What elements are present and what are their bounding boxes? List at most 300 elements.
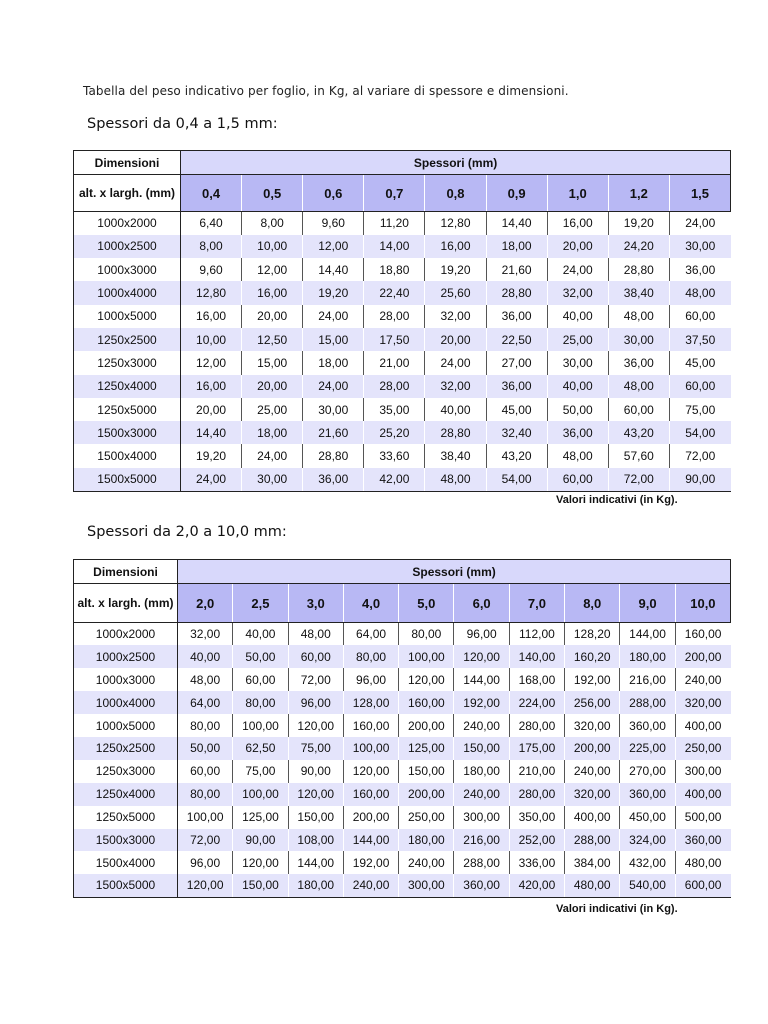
dimension-cell: 1000x5000 xyxy=(74,714,178,737)
weight-cell: 120,00 xyxy=(288,714,343,737)
weight-cell: 14,40 xyxy=(303,258,364,281)
weight-cell: 24,00 xyxy=(547,258,608,281)
weight-cell: 288,00 xyxy=(565,829,620,852)
weight-cell: 90,00 xyxy=(233,829,288,852)
weight-cell: 500,00 xyxy=(675,806,730,829)
weight-cell: 400,00 xyxy=(675,714,730,737)
weight-cell: 60,00 xyxy=(547,468,608,491)
weight-cell: 30,00 xyxy=(669,235,730,258)
weight-cell: 168,00 xyxy=(509,668,564,691)
weight-cell: 64,00 xyxy=(178,691,233,714)
weight-cell: 100,00 xyxy=(233,714,288,737)
weight-cell: 6,40 xyxy=(181,212,242,235)
weight-cell: 12,00 xyxy=(242,258,303,281)
weight-cell: 120,00 xyxy=(233,851,288,874)
weight-cell: 420,00 xyxy=(509,874,564,897)
weight-cell: 40,00 xyxy=(547,305,608,328)
weight-cell: 28,80 xyxy=(608,258,669,281)
weight-cell: 200,00 xyxy=(343,806,398,829)
weight-cell: 280,00 xyxy=(509,714,564,737)
weight-cell: 450,00 xyxy=(620,806,675,829)
weight-cell: 150,00 xyxy=(233,874,288,897)
weight-cell: 48,00 xyxy=(608,305,669,328)
weight-cell: 35,00 xyxy=(364,398,425,421)
header-height-width: alt. x largh. (mm) xyxy=(74,584,178,623)
weight-cell: 60,00 xyxy=(233,668,288,691)
weight-cell: 80,00 xyxy=(343,645,398,668)
weight-cell: 18,00 xyxy=(303,351,364,374)
weight-cell: 480,00 xyxy=(675,851,730,874)
weight-cell: 160,00 xyxy=(399,691,454,714)
weight-cell: 28,80 xyxy=(303,444,364,467)
weight-cell: 108,00 xyxy=(288,829,343,852)
weight-cell: 43,20 xyxy=(486,444,547,467)
weight-cell: 25,60 xyxy=(425,281,486,304)
dimension-cell: 1250x4000 xyxy=(74,375,181,398)
weight-cell: 200,00 xyxy=(565,737,620,760)
thickness-header: 5,0 xyxy=(399,584,454,623)
weight-cell: 400,00 xyxy=(675,783,730,806)
weight-cell: 11,20 xyxy=(364,212,425,235)
table-row xyxy=(74,212,731,235)
weight-cell: 80,00 xyxy=(399,623,454,646)
weight-cell: 60,00 xyxy=(288,645,343,668)
weight-cell: 160,00 xyxy=(343,714,398,737)
weight-cell: 28,00 xyxy=(364,305,425,328)
weight-cell: 30,00 xyxy=(547,351,608,374)
weight-cell: 33,60 xyxy=(364,444,425,467)
weight-cell: 400,00 xyxy=(565,806,620,829)
weight-cell: 20,00 xyxy=(242,305,303,328)
weight-cell: 32,00 xyxy=(425,305,486,328)
table-row xyxy=(74,783,731,806)
weight-cell: 144,00 xyxy=(454,668,509,691)
table-row xyxy=(74,874,731,897)
weight-cell: 24,00 xyxy=(303,305,364,328)
weight-cell: 240,00 xyxy=(343,874,398,897)
weight-cell: 48,00 xyxy=(608,375,669,398)
weight-cell: 50,00 xyxy=(178,737,233,760)
header-row xyxy=(74,560,731,584)
table-row xyxy=(74,668,731,691)
weight-cell: 100,00 xyxy=(343,737,398,760)
weight-cell: 19,20 xyxy=(303,281,364,304)
weight-cell: 42,00 xyxy=(364,468,425,491)
weight-cell: 36,00 xyxy=(303,468,364,491)
weight-cell: 250,00 xyxy=(399,806,454,829)
table-row xyxy=(74,737,731,760)
table-row xyxy=(74,444,731,467)
thickness-header: 0,5 xyxy=(242,175,303,212)
weight-cell: 16,00 xyxy=(181,305,242,328)
weight-cell: 336,00 xyxy=(509,851,564,874)
weight-cell: 100,00 xyxy=(233,783,288,806)
weight-cell: 224,00 xyxy=(509,691,564,714)
weight-cell: 8,00 xyxy=(242,212,303,235)
dimension-cell: 1000x3000 xyxy=(74,668,178,691)
weight-cell: 36,00 xyxy=(608,351,669,374)
weight-cell: 350,00 xyxy=(509,806,564,829)
dimension-cell: 1500x3000 xyxy=(74,829,178,852)
weight-cell: 16,00 xyxy=(181,375,242,398)
table-row xyxy=(74,851,731,874)
thickness-header: 4,0 xyxy=(343,584,398,623)
weight-cell: 96,00 xyxy=(454,623,509,646)
weight-cell: 15,00 xyxy=(242,351,303,374)
weight-cell: 120,00 xyxy=(343,760,398,783)
section-title-thin: Spessori da 0,4 a 1,5 mm: xyxy=(87,116,278,132)
weight-cell: 240,00 xyxy=(454,714,509,737)
weight-cell: 40,00 xyxy=(178,645,233,668)
weight-cell: 48,00 xyxy=(547,444,608,467)
weight-cell: 38,40 xyxy=(608,281,669,304)
weight-cell: 60,00 xyxy=(669,375,730,398)
table-row xyxy=(74,760,731,783)
dimension-cell: 1250x2500 xyxy=(74,328,181,351)
table-row xyxy=(74,714,731,737)
weight-cell: 45,00 xyxy=(669,351,730,374)
weight-cell: 320,00 xyxy=(675,691,730,714)
table-note-thick: Valori indicativi (in Kg). xyxy=(556,903,678,915)
weight-cell: 36,00 xyxy=(669,258,730,281)
weight-cell: 150,00 xyxy=(454,737,509,760)
weight-cell: 20,00 xyxy=(425,328,486,351)
weight-cell: 300,00 xyxy=(454,806,509,829)
weight-cell: 62,50 xyxy=(233,737,288,760)
intro-text: Tabella del peso indicativo per foglio, in Kg, al variare di spessore e dimensioni. xyxy=(83,84,569,98)
weight-cell: 288,00 xyxy=(454,851,509,874)
table-row xyxy=(74,806,731,829)
weight-cell: 40,00 xyxy=(547,375,608,398)
thickness-header: 0,6 xyxy=(303,175,364,212)
weight-cell: 125,00 xyxy=(399,737,454,760)
weight-cell: 192,00 xyxy=(343,851,398,874)
weight-cell: 50,00 xyxy=(547,398,608,421)
weight-cell: 96,00 xyxy=(343,668,398,691)
weight-cell: 120,00 xyxy=(178,874,233,897)
weight-cell: 75,00 xyxy=(669,398,730,421)
weight-cell: 16,00 xyxy=(547,212,608,235)
header-row xyxy=(74,151,731,175)
weight-cell: 250,00 xyxy=(675,737,730,760)
weight-cell: 28,80 xyxy=(425,421,486,444)
weight-cell: 240,00 xyxy=(565,760,620,783)
weight-cell: 36,00 xyxy=(486,305,547,328)
weight-cell: 21,00 xyxy=(364,351,425,374)
weight-cell: 90,00 xyxy=(669,468,730,491)
weight-cell: 60,00 xyxy=(608,398,669,421)
weight-cell: 40,00 xyxy=(425,398,486,421)
weight-cell: 210,00 xyxy=(509,760,564,783)
table-row xyxy=(74,305,731,328)
weight-cell: 480,00 xyxy=(565,874,620,897)
weight-cell: 15,00 xyxy=(303,328,364,351)
weight-cell: 20,00 xyxy=(242,375,303,398)
weight-cell: 18,00 xyxy=(242,421,303,444)
weight-cell: 200,00 xyxy=(399,783,454,806)
weight-cell: 16,00 xyxy=(425,235,486,258)
dimension-cell: 1000x2500 xyxy=(74,645,178,668)
weight-cell: 324,00 xyxy=(620,829,675,852)
weight-cell: 12,00 xyxy=(181,351,242,374)
weight-cell: 36,00 xyxy=(486,375,547,398)
weight-cell: 9,60 xyxy=(181,258,242,281)
weight-cell: 50,00 xyxy=(233,645,288,668)
dimension-cell: 1000x5000 xyxy=(74,305,181,328)
weight-cell: 144,00 xyxy=(620,623,675,646)
header-thickness: Spessori (mm) xyxy=(178,560,731,584)
weight-cell: 160,00 xyxy=(675,623,730,646)
dimension-cell: 1000x2500 xyxy=(74,235,181,258)
weight-cell: 150,00 xyxy=(288,806,343,829)
weight-cell: 25,20 xyxy=(364,421,425,444)
weight-cell: 12,00 xyxy=(303,235,364,258)
weight-cell: 540,00 xyxy=(620,874,675,897)
thickness-header: 7,0 xyxy=(509,584,564,623)
weight-cell: 17,50 xyxy=(364,328,425,351)
weight-cell: 80,00 xyxy=(233,691,288,714)
weight-cell: 12,80 xyxy=(181,281,242,304)
weight-cell: 48,00 xyxy=(178,668,233,691)
weight-cell: 240,00 xyxy=(454,783,509,806)
weight-cell: 300,00 xyxy=(675,760,730,783)
thickness-header: 3,0 xyxy=(288,584,343,623)
table-row xyxy=(74,351,731,374)
weight-cell: 24,00 xyxy=(669,212,730,235)
weight-cell: 24,00 xyxy=(242,444,303,467)
weight-cell: 14,40 xyxy=(486,212,547,235)
thickness-header: 9,0 xyxy=(620,584,675,623)
dimension-cell: 1250x3000 xyxy=(74,351,181,374)
weight-cell: 24,00 xyxy=(303,375,364,398)
weight-cell: 20,00 xyxy=(181,398,242,421)
weight-cell: 72,00 xyxy=(608,468,669,491)
table-row xyxy=(74,281,731,304)
dimension-cell: 1000x3000 xyxy=(74,258,181,281)
weight-cell: 60,00 xyxy=(178,760,233,783)
table-row xyxy=(74,258,731,281)
header-dimensions: Dimensioni xyxy=(74,560,178,584)
weight-cell: 128,20 xyxy=(565,623,620,646)
weight-cell: 80,00 xyxy=(178,783,233,806)
thickness-header: 0,7 xyxy=(364,175,425,212)
thickness-header: 0,4 xyxy=(181,175,242,212)
weight-cell: 180,00 xyxy=(620,645,675,668)
dimension-cell: 1250x5000 xyxy=(74,398,181,421)
weight-cell: 300,00 xyxy=(399,874,454,897)
weight-cell: 192,00 xyxy=(565,668,620,691)
weight-cell: 280,00 xyxy=(509,783,564,806)
weight-cell: 180,00 xyxy=(288,874,343,897)
weight-cell: 75,00 xyxy=(288,737,343,760)
weight-cell: 28,00 xyxy=(364,375,425,398)
dimension-cell: 1250x5000 xyxy=(74,806,178,829)
weight-cell: 384,00 xyxy=(565,851,620,874)
weight-cell: 200,00 xyxy=(675,645,730,668)
weight-cell: 270,00 xyxy=(620,760,675,783)
weight-cell: 60,00 xyxy=(669,305,730,328)
table-row xyxy=(74,421,731,444)
weight-cell: 72,00 xyxy=(288,668,343,691)
header-dimensions: Dimensioni xyxy=(74,151,181,175)
table-row xyxy=(74,398,731,421)
dimension-cell: 1250x3000 xyxy=(74,760,178,783)
weight-cell: 100,00 xyxy=(399,645,454,668)
weight-cell: 72,00 xyxy=(178,829,233,852)
weight-cell: 100,00 xyxy=(178,806,233,829)
weight-cell: 20,00 xyxy=(547,235,608,258)
thickness-header: 2,0 xyxy=(178,584,233,623)
table-row xyxy=(74,623,731,646)
thickness-header: 0,9 xyxy=(486,175,547,212)
weight-cell: 10,00 xyxy=(242,235,303,258)
weight-cell: 19,20 xyxy=(608,212,669,235)
weight-cell: 140,00 xyxy=(509,645,564,668)
weight-cell: 200,00 xyxy=(399,714,454,737)
weight-cell: 21,60 xyxy=(303,421,364,444)
table-row xyxy=(74,468,731,491)
weight-cell: 125,00 xyxy=(233,806,288,829)
dimension-cell: 1500x5000 xyxy=(74,468,181,491)
section-title-thick: Spessori da 2,0 a 10,0 mm: xyxy=(87,524,287,540)
weight-cell: 14,00 xyxy=(364,235,425,258)
header-row-values xyxy=(74,584,731,623)
dimension-cell: 1250x2500 xyxy=(74,737,178,760)
table-note-thin: Valori indicativi (in Kg). xyxy=(556,494,678,506)
weight-cell: 18,80 xyxy=(364,258,425,281)
weight-cell: 32,40 xyxy=(486,421,547,444)
weight-cell: 16,00 xyxy=(242,281,303,304)
thickness-header: 2,5 xyxy=(233,584,288,623)
table-row xyxy=(74,328,731,351)
weight-cell: 120,00 xyxy=(454,645,509,668)
weight-cell: 24,00 xyxy=(181,468,242,491)
weight-cell: 8,00 xyxy=(181,235,242,258)
weight-cell: 38,40 xyxy=(425,444,486,467)
weight-cell: 120,00 xyxy=(399,668,454,691)
weight-cell: 144,00 xyxy=(343,829,398,852)
weight-cell: 22,40 xyxy=(364,281,425,304)
weight-table-thick xyxy=(73,559,731,898)
weight-cell: 320,00 xyxy=(565,714,620,737)
weight-cell: 32,00 xyxy=(547,281,608,304)
weight-cell: 96,00 xyxy=(178,851,233,874)
weight-cell: 32,00 xyxy=(178,623,233,646)
weight-cell: 240,00 xyxy=(675,668,730,691)
weight-cell: 25,00 xyxy=(242,398,303,421)
weight-cell: 37,50 xyxy=(669,328,730,351)
weight-cell: 57,60 xyxy=(608,444,669,467)
weight-cell: 40,00 xyxy=(233,623,288,646)
weight-cell: 90,00 xyxy=(288,760,343,783)
weight-cell: 45,00 xyxy=(486,398,547,421)
weight-cell: 30,00 xyxy=(242,468,303,491)
weight-cell: 216,00 xyxy=(454,829,509,852)
thickness-header: 10,0 xyxy=(675,584,730,623)
table-row xyxy=(74,829,731,852)
weight-cell: 144,00 xyxy=(288,851,343,874)
weight-cell: 225,00 xyxy=(620,737,675,760)
weight-cell: 21,60 xyxy=(486,258,547,281)
weight-cell: 30,00 xyxy=(608,328,669,351)
table-row xyxy=(74,375,731,398)
weight-cell: 43,20 xyxy=(608,421,669,444)
weight-cell: 96,00 xyxy=(288,691,343,714)
weight-cell: 120,00 xyxy=(288,783,343,806)
weight-cell: 75,00 xyxy=(233,760,288,783)
header-height-width: alt. x largh. (mm) xyxy=(74,175,181,212)
weight-cell: 48,00 xyxy=(288,623,343,646)
thickness-header: 1,2 xyxy=(608,175,669,212)
weight-cell: 24,00 xyxy=(425,351,486,374)
thickness-header: 1,0 xyxy=(547,175,608,212)
weight-cell: 19,20 xyxy=(181,444,242,467)
dimension-cell: 1500x3000 xyxy=(74,421,181,444)
weight-cell: 360,00 xyxy=(454,874,509,897)
weight-cell: 160,20 xyxy=(565,645,620,668)
dimension-cell: 1250x4000 xyxy=(74,783,178,806)
header-row-values xyxy=(74,175,731,212)
weight-cell: 48,00 xyxy=(425,468,486,491)
thickness-header: 6,0 xyxy=(454,584,509,623)
weight-cell: 10,00 xyxy=(181,328,242,351)
weight-cell: 112,00 xyxy=(509,623,564,646)
weight-cell: 32,00 xyxy=(425,375,486,398)
dimension-cell: 1000x4000 xyxy=(74,281,181,304)
weight-cell: 18,00 xyxy=(486,235,547,258)
weight-cell: 72,00 xyxy=(669,444,730,467)
weight-cell: 600,00 xyxy=(675,874,730,897)
table-row xyxy=(74,691,731,714)
weight-cell: 22,50 xyxy=(486,328,547,351)
weight-cell: 432,00 xyxy=(620,851,675,874)
thickness-header: 0,8 xyxy=(425,175,486,212)
weight-cell: 252,00 xyxy=(509,829,564,852)
weight-cell: 360,00 xyxy=(620,783,675,806)
dimension-cell: 1500x5000 xyxy=(74,874,178,897)
weight-cell: 25,00 xyxy=(547,328,608,351)
weight-cell: 30,00 xyxy=(303,398,364,421)
weight-cell: 12,50 xyxy=(242,328,303,351)
weight-cell: 240,00 xyxy=(399,851,454,874)
weight-cell: 320,00 xyxy=(565,783,620,806)
weight-cell: 288,00 xyxy=(620,691,675,714)
weight-table-thin xyxy=(73,150,731,492)
dimension-cell: 1000x4000 xyxy=(74,691,178,714)
weight-cell: 9,60 xyxy=(303,212,364,235)
weight-cell: 192,00 xyxy=(454,691,509,714)
header-thickness: Spessori (mm) xyxy=(181,151,731,175)
weight-cell: 24,20 xyxy=(608,235,669,258)
weight-cell: 64,00 xyxy=(343,623,398,646)
weight-cell: 48,00 xyxy=(669,281,730,304)
weight-cell: 180,00 xyxy=(399,829,454,852)
weight-cell: 256,00 xyxy=(565,691,620,714)
weight-cell: 36,00 xyxy=(547,421,608,444)
dimension-cell: 1000x2000 xyxy=(74,623,178,646)
weight-cell: 12,80 xyxy=(425,212,486,235)
weight-cell: 150,00 xyxy=(399,760,454,783)
weight-cell: 19,20 xyxy=(425,258,486,281)
weight-cell: 28,80 xyxy=(486,281,547,304)
weight-cell: 160,00 xyxy=(343,783,398,806)
dimension-cell: 1000x2000 xyxy=(74,212,181,235)
thickness-header: 1,5 xyxy=(669,175,730,212)
weight-cell: 360,00 xyxy=(620,714,675,737)
weight-cell: 175,00 xyxy=(509,737,564,760)
weight-cell: 14,40 xyxy=(181,421,242,444)
weight-cell: 360,00 xyxy=(675,829,730,852)
